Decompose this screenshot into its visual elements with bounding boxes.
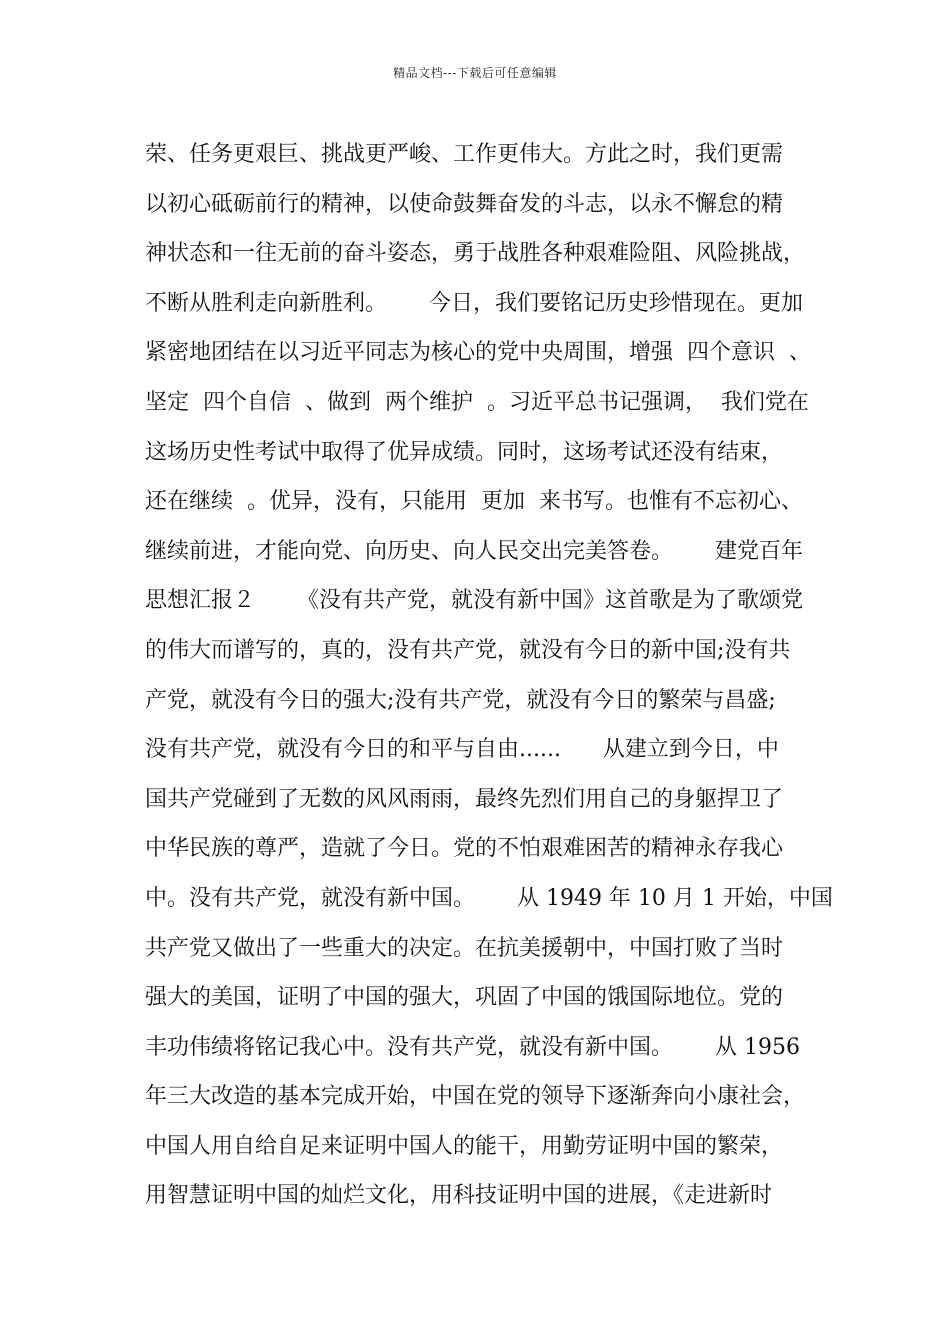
text-line: 中。没有共产党，就没有新中国。 从 1949 年 10 月 1 开始，中国 xyxy=(145,885,833,911)
text-line: 丰功伟绩将铭记我心中。没有共产党，就没有新中国。 从 1956 xyxy=(145,1034,800,1060)
text-line: 国共产党碰到了无数的风风雨雨，最终先烈们用自己的身躯捍卫了 xyxy=(145,786,784,812)
text-line: 荣、任务更艰巨、挑战更严峻、工作更伟大。方此之时，我们更需 xyxy=(145,142,784,167)
text-line: 中国人用自给自足来证明中国人的能干，用勤劳证明中国的繁荣， xyxy=(145,1133,784,1159)
text-line: 继续前进，才能向党、向历史、向人民交出完美答卷。 建党百年 xyxy=(145,538,803,564)
text-line: 中华民族的尊严，造就了今日。党的不怕艰难困苦的精神永存我心 xyxy=(145,836,784,862)
text-line: 产党，就没有今日的强大;没有共产党，就没有今日的繁荣与昌盛; xyxy=(145,687,776,713)
text-line: 紧密地团结在以习近平同志为核心的党中央周围，增强 四个意识 、 xyxy=(145,340,811,366)
text-line: 不断从胜利走向新胜利。 今日，我们要铭记历史珍惜现在。更加 xyxy=(145,290,803,316)
text-line: 思想汇报２ 《没有共产党，就没有新中国》这首歌是为了歌颂党 xyxy=(145,588,803,614)
text-line: 还在继续 。优异，没有，只能用 更加 来书写。也惟有不忘初心、 xyxy=(145,489,803,515)
document-body xyxy=(145,130,833,1221)
text-line: 的伟大而谱写的，真的，没有共产党，就没有今日的新中国;没有共 xyxy=(145,637,791,663)
text-line: 年三大改造的基本完成开始，中国在党的领导下逐渐奔向小康社会， xyxy=(145,1084,806,1110)
text-line: 共产党又做出了一些重大的决定。在抗美援朝中，中国打败了当时 xyxy=(145,935,784,961)
text-line: 没有共产党，就没有今日的和平与自由...... 从建立到今日，中 xyxy=(145,737,779,763)
text-line: 强大的美国，证明了中国的强大，巩固了中国的饿国际地位。党的 xyxy=(145,985,784,1011)
text-line: 这场历史性考试中取得了优异成绩。同时，这场考试还没有结束， xyxy=(145,439,784,465)
text-line: 以初心砥砺前行的精神，以使命鼓舞奋发的斗志，以永不懈怠的精 xyxy=(145,191,784,217)
text-line: 神状态和一往无前的奋斗姿态，勇于战胜各种艰难险阻、风险挑战， xyxy=(145,241,806,267)
text-line: 用智慧证明中国的灿烂文化，用科技证明中国的进展，《走进新时 xyxy=(145,1183,773,1209)
text-line: 坚定 四个自信 、做到 两个维护 。习近平总书记强调， 我们党在 xyxy=(145,389,809,415)
page-header: 精品文档---下载后可任意编辑 xyxy=(393,66,557,80)
